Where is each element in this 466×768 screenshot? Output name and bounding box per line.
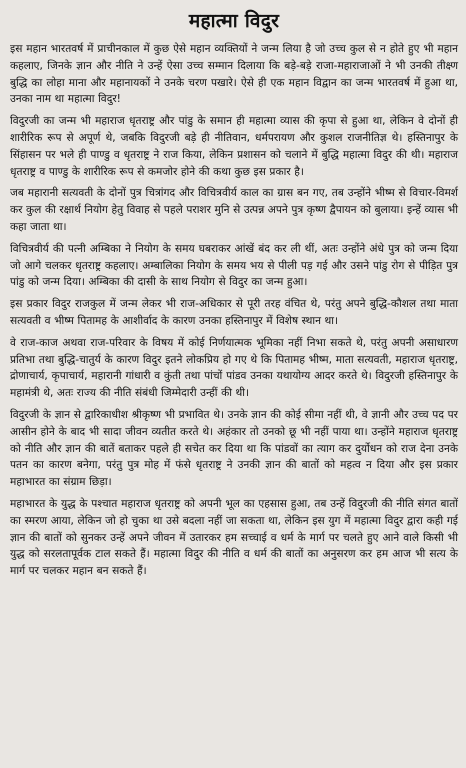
- paragraph-rajkul: इस प्रकार विदुर राजकुल में जन्म लेकर भी राज-अधिकार से पूरी तरह वंचित थे, परंतु अपने बुद्धि-कौशल तथा माता सत्यवती व भीष्म पितामह के आशीर्वाद के कारण उनका हस्तिनापुर में विशेष स्थान था।: [10, 298, 458, 327]
- paragraph-niyog: विचित्रवीर्य की पत्नी अम्बिका ने नियोग के समय घबराकर आंखें बंद कर ली थीं, अतः उन्होंने अंधे पुत्र को जन्म दिया जो आगे चलकर धृतराष्ट्र कहलाए। अम्बालिका नियोग के समय भय से पीली पड़ गई और उसने पांडु रोग से पीड़ित पुत्र पांडु को जन्म दिया। अम्बिका की दासी के साथ नियोग से विदुर का जन्म हुआ।: [10, 242, 458, 289]
- paragraph-intro: इस महान भारतवर्ष में प्राचीनकाल में कुछ ऐसे महान व्यक्तियों ने जन्म लिया है जो उच्च कुल से न होते हुए भी महान कहलाए, जिनके ज्ञान और नीति ने उन्हें ऐसा उच्च सम्मान दिलाया कि बड़े-बड़े राजा-महाराजाओं ने भी उनकी तीक्ष्ण बुद्धि का लोहा माना और महानायकों ने उनके चरण पखारे। ऐसे ही एक महान विद्वान का जन्म भारतवर्ष में हुआ था, उनका नाम था महात्मा विदुर!: [10, 43, 458, 106]
- paragraph-mahamantri: वे राज-काज अथवा राज-परिवार के विषय में कोई निर्णयात्मक भूमिका नहीं निभा सकते थे, परंतु अपनी असाधारण प्रतिभा तथा बुद्धि-चातुर्य के कारण विदुर इतने लोकप्रिय हो गए थे कि पितामह भीष्म, माता सत्यवती, महाराज धृतराष्ट्र, द्रोणाचार्य, कृपाचार्य, महारानी गांधारी व कुंती तथा पांचों पांडव उनका यथायोग्य आदर करते थे। विदुरजी हस्तिनापुर के महामंत्री थे, अतः राज्य की नीति संबंधी जिम्मेदारी उन्हीं की थी।: [10, 336, 458, 400]
- paragraph-satyavati: जब महारानी सत्यवती के दोनों पुत्र चित्रांगद और विचित्रवीर्य काल का ग्रास बन गए, तब उन्होंने भीष्म से विचार-विमर्श कर कुल की रक्षार्थ नियोग हेतु विवाह से पहले पराशर मुनि से उत्पन्न अपने पुत्र कृष्ण द्वैपायन को बुलाया। इन्हें व्यास भी कहा जाता था।: [10, 187, 458, 233]
- essay-title: महात्मा विदुर: [188, 10, 280, 32]
- paragraph-birth: विदुरजी का जन्म भी महाराज धृतराष्ट्र और पांडु के समान ही महात्मा व्यास की कृपा से हुआ था, लेकिन वे दोनों ही शारीरिक रूप से अपूर्ण थे, जबकि विदुरजी बड़े ही नीतिवान, धर्मपरायण और कुशल राजनीतिज्ञ थे। हस्तिनापुर के सिंहासन पर भले ही पाण्डु व धृतराष्ट्र ने राज किया, लेकिन प्रशासन को चलाने में बुद्धि महात्मा विदुर की थी। महाराज धृतराष्ट्र व पाण्डु के शारीरिक रूप से कमजोर होने की कथा कुछ इस प्रकार है।: [10, 115, 458, 178]
- paragraph-gyan: विदुरजी के ज्ञान से द्वारिकाधीश श्रीकृष्ण भी प्रभावित थे। उनके ज्ञान की कोई सीमा नहीं थी, वे ज्ञानी और उच्च पद पर आसीन होने के बाद भी सादा जीवन व्यतीत करते थे। अहंकार तो उनको छू भी नहीं पाया था। उन्होंने महाराज धृतराष्ट्र को नीति और ज्ञान की बातें बताकर पहले ही सचेत कर दिया था कि पांडवों का त्याग कर दुर्योधन को राज देना उनके पतन का कारण बनेगा, परंतु पुत्र मोह में फंसे धृतराष्ट्र ने उनकी ज्ञान की बातों को महत्व न दिया और इस प्रकार महाभारत का संग्राम छिड़ा।: [10, 408, 458, 489]
- paragraph-mahabharat: महाभारत के युद्ध के पश्चात महाराज धृतराष्ट्र को अपनी भूल का एहसास हुआ, तब उन्हें विदुरजी की नीति संगत बातों का स्मरण आया, लेकिन जो हो चुका था उसे बदला नहीं जा सकता था, लेकिन इस युग में महात्मा विदुर द्वारा कही गई ज्ञान की बातों को सुनकर उन्हें अपने जीवन में उतारकर हम सच्चाई व धर्म के मार्ग पर चलते हुए आने वाले किसी भी युद्ध को सरलतापूर्वक टाल सकते हैं। महात्मा विदुर की नीति व धर्म की बातों का अनुसरण कर हम आज भी सत्य के मार्ग पर चलकर महान बन सकते हैं।: [10, 497, 458, 578]
